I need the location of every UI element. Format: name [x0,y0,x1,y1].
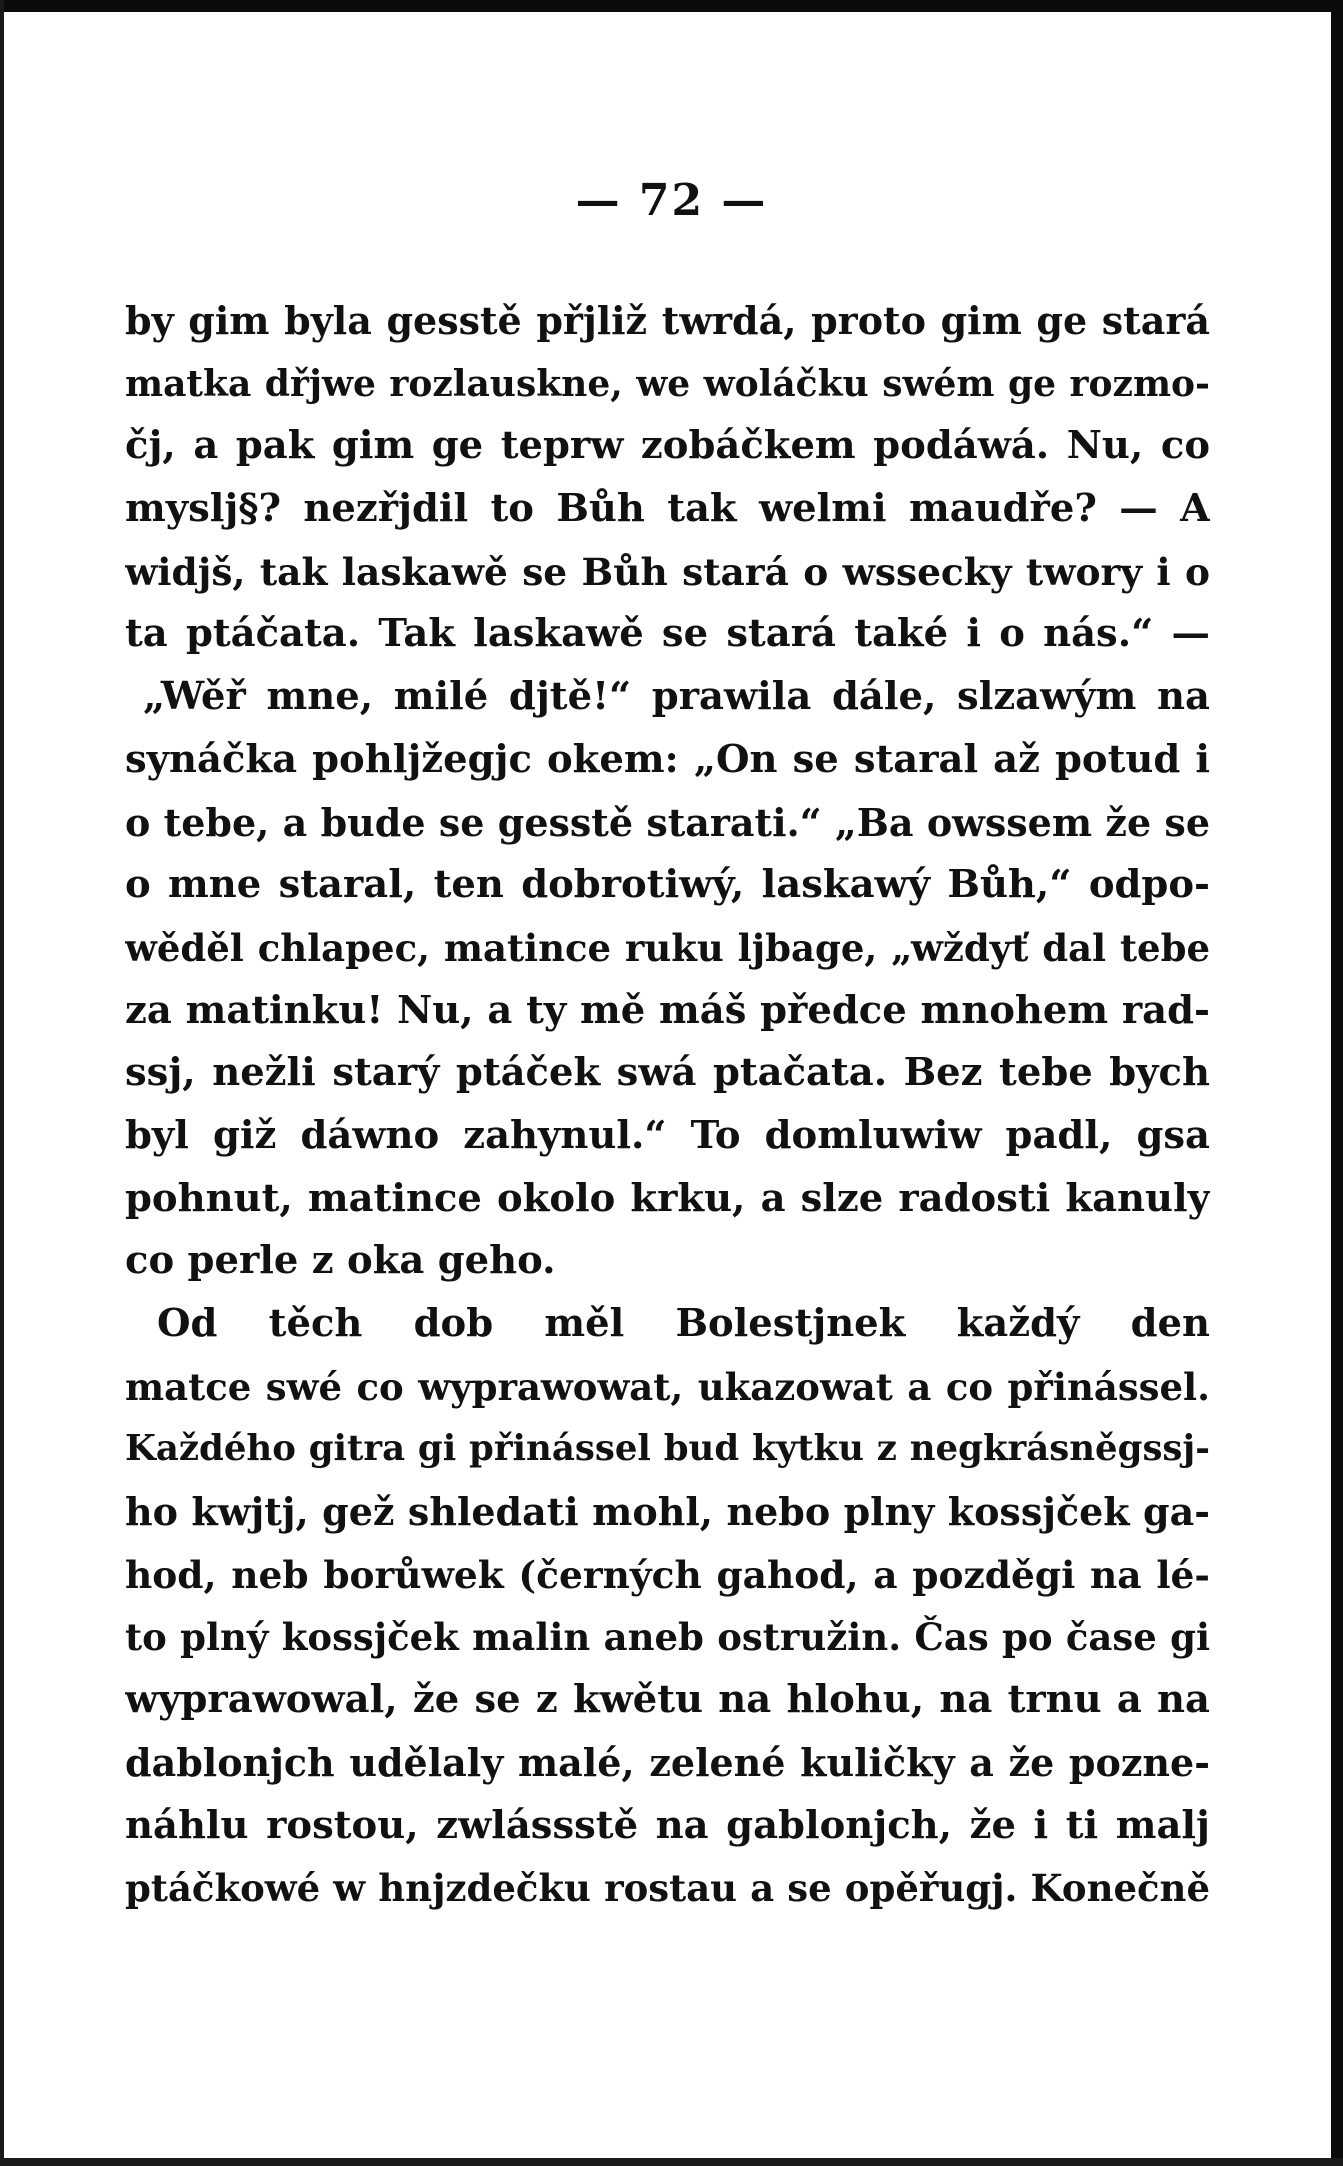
page-number: — 72 — [575,175,768,226]
scan-border-bottom [0,2158,1343,2166]
text-line: myslj§? nezřjdil to Bůh tak welmi maudře? — A [125,486,1210,532]
text-line: matce swé co wyprawowat, ukazowat a co přinássel. [125,1364,1210,1409]
text-line: ssj, nežli starý ptáček swá ptačata. Bez tebe bych [125,1050,1210,1096]
body-text [125,290,1210,1920]
text-line: to plný kossjček malin aneb ostružin. Čas po čase gi [125,1615,1210,1660]
text-line: o tebe, a bude se gesstě starati.“ „Ba owssem že se [125,799,1210,845]
text-line: Od těch dob měl Bolestjnek každý den [157,1301,1210,1346]
scan-border-top [0,0,1343,12]
scan-border-left [0,0,4,2166]
text-line: pohnut, matince okolo krku, a slze radosti kanuly [125,1175,1210,1221]
text-line: dablonjch udělaly malé, zelené kuličky a že pozne- [125,1739,1210,1785]
text-line: co perle z oka geho. [125,1238,556,1284]
text-line: hod, neb borůwek (černých gahod, a pozděgi na lé- [125,1552,1210,1597]
text-line: čj, a pak gim ge teprw zobáčkem podáwá. Nu, co [125,423,1210,469]
text-line: wyprawowal, že se z kwětu na hlohu, na trnu a na [125,1677,1210,1723]
text-line: matka dřjwe rozlauskne, we woláčku swém ge rozmo- [125,362,1210,405]
text-line: Každého gitra gi přinássel bud kytku z negkrásněgssj- [125,1428,1210,1470]
text-line: byl giž dáwno zahynul.“ To domluwiw padl, gsa [125,1112,1210,1158]
text-line: o mne staral, ten dobrotiwý, laskawý Bůh,“ odpo- [125,862,1210,908]
text-line: by gim byla gesstě přjliž twrdá, proto gim ge stará [125,298,1210,343]
scan-border-right [1331,0,1343,2166]
text-line: wěděl chlapec, matince ruku ljbage, „wždyť dal tebe [125,925,1210,970]
text-line: ho kwjtj, gež shledati mohl, nebo plny kossjček ga- [125,1489,1210,1535]
text-line: za matinku! Nu, a ty mě máš předce mnohem rad- [125,987,1210,1033]
text-line: synáčka pohljžegjc okem: „On se staral až potud i [125,736,1210,782]
text-line: „Wěř mne, milé djtě!“ prawila dále, slzawým na [143,674,1210,720]
text-line: ptáčkowé w hnjzdečku rostau a se opěřugj. Konečně [125,1866,1210,1911]
text-line: ta ptáčata. Tak laskawě se stará také i o nás.“ — [125,611,1210,657]
text-line: widjš, tak laskawě se Bůh stará o wssecky twory i o [125,549,1210,594]
text-line: náhlu rostou, zwlássstě na gablonjch, že i ti malj [125,1802,1210,1848]
